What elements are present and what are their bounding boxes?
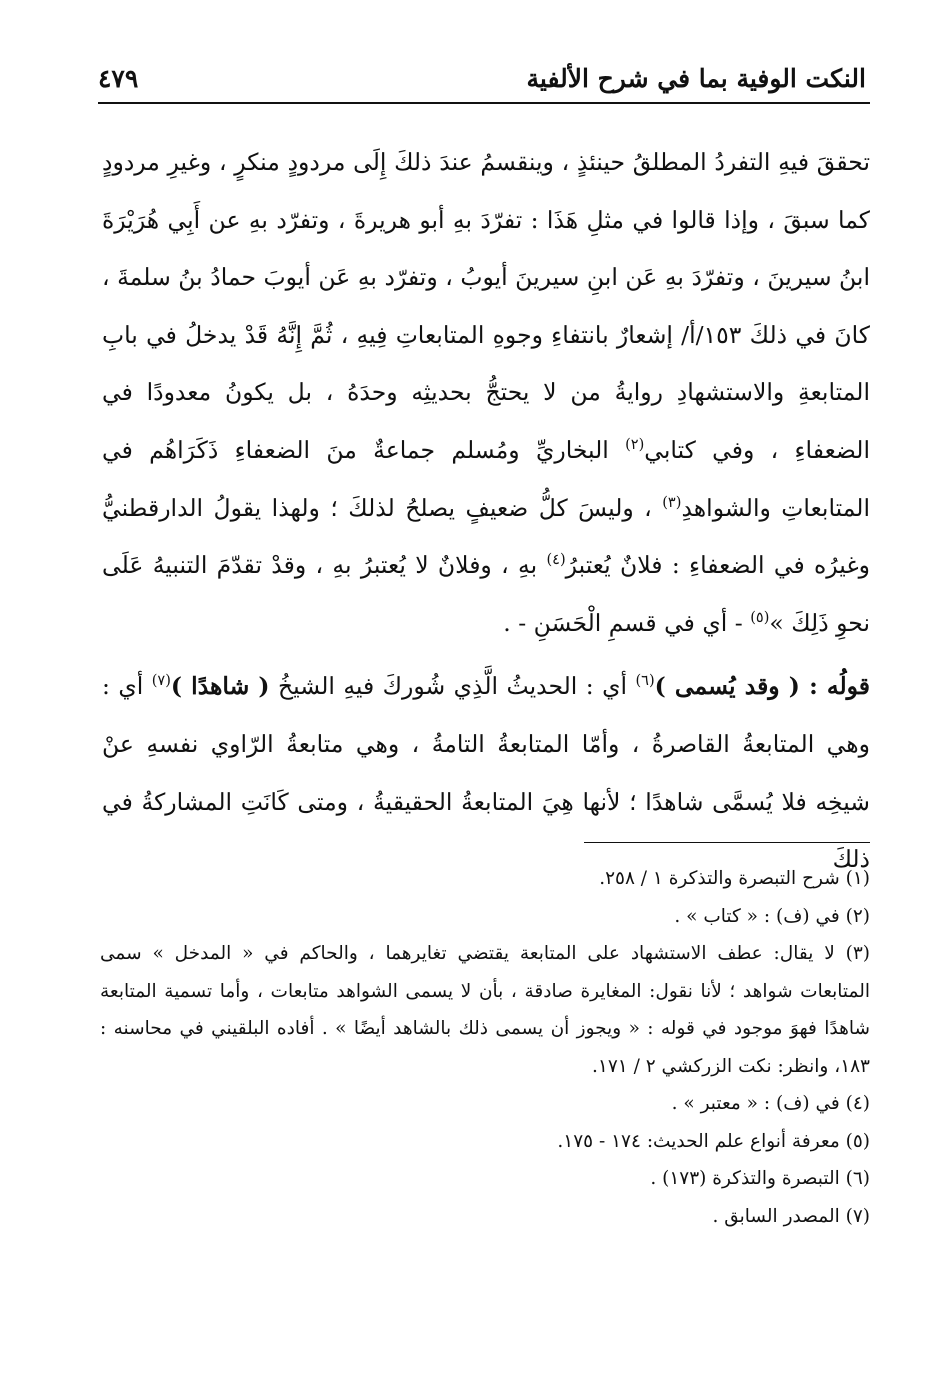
paragraph-1-text-e: - أي في قسمِ الْحَسَنِ - . [503,608,751,637]
page-number: ٤٧٩ [98,63,139,93]
footnote-1: (١) شرح التبصرة والتذكرة ١ / ٢٥٨. [599,868,870,889]
footnotes [100,860,870,1235]
footnote-ref-2: (٢) [625,436,645,454]
footnote-separator [584,842,870,843]
footnote-ref-7: (٧) [151,672,171,690]
paragraph-2 [102,658,870,888]
footnote-2: (٢) في (ف) : « كتاب » . [674,905,870,927]
footnote-ref-6: (٦) [635,672,655,690]
footnote-6: (٦) التبصرة والتذكرة (١٧٣) . [650,1168,870,1189]
header-rule [98,102,870,104]
footnote-3: (٣) لا يقال: عطف الاستشهاد على المتابعة يقتضي تغايرهما ، والحاكم في « المدخل » سمى المتابعات شواهد ؛ لأنا نقول: المغايرة صادقة ، بأن لا يسمى الشواهد متابعات ، وأما تسمية المتابعة شاهدًا فهوَ موجود في قوله : « ويجوز أن يسمى ذلك بالشاهد أيضًا » . أفاده البلقيني في محاسنه : ١٨٣، وانظر: نكت الزركشي ٢ / ١٧١. [100,943,870,1077]
footnote-ref-5: (٥) [750,608,770,626]
qawluh-label: قولُه : [799,672,871,701]
footnote-ref-3: (٣) [662,493,682,511]
quoted-term-2: ( شاهدًا ) [170,672,270,701]
footnote-5: (٥) معرفة أنواع علم الحديث: ١٧٤ - ١٧٥. [557,1130,870,1152]
paragraph-1-text-c: ، وليسَ كلُّ ضعيفٍ يصلحُ لذلكَ ؛ ولهذا يقولُ الدارقطنيُّ وغيرُه في الضعفاءِ : فلانٌ يُعتبرُ [102,493,871,580]
running-header [98,58,866,98]
book-title: النكت الوفية بما في شرح الألفية [526,63,866,93]
paragraph-2-text-a: أي : الحديثُ الَّذِي شُوركَ فيهِ الشيخُ [269,672,636,701]
paragraph-1-text-d: بهِ ، وفلانٌ لا يُعتبرُ بهِ ، وقدْ تقدّمَ التنبيهُ عَلَى نحوِ ذَلِكَ » [102,551,870,637]
paragraph-2-text-b: أي : وهي المتابعةُ القاصرةُ ، وأمّا المتابعةُ التامةُ ، وهي متابعةُ الرّاوي نفسهِ عنْ شيخِه فلا يُسمَّى شاهدًا ؛ لأنها هِيَ المتابعةُ الحقيقيةُ ، ومتى كَانَتِ المشاركةُ في ذلكَ [102,672,870,874]
footnote-ref-4: (٤) [546,551,566,569]
paragraph-1-text-b: البخاريِّ ومُسلم جماعةٌ منَ الضعفاءِ ذَكَرَاهُم في المتابعاتِ والشواهدِ [102,435,870,522]
paragraph-1 [102,134,870,652]
main-text [102,134,870,889]
quoted-term-1: ( وقد يُسمى ) [654,672,800,701]
footnote-7: (٧) المصدر السابق . [712,1205,870,1227]
paragraph-1-text: تحققَ فيهِ التفردُ المطلقُ حينئذٍ ، وينقسمُ عندَ ذلكَ إِلَى مردودٍ منكرٍ ، وغيرِ مردودٍ كما سبقَ ، وإذا قالوا في مثلِ هَذَا : تفرّدَ بهِ أبو هريرةَ ، وتفرّد بهِ عن أَبِي هُرَيْرَةَ ابنُ سيرينَ ، وتفرّدَ بهِ عَن ابنِ سيرينَ أيوبُ ، وتفرّد بهِ عَن أيوبَ حمادُ بنُ سلمةَ ، كانَ في ذلكَ ١٥٣/أ/ إشعارٌ بانتفاءِ وجوهِ المتابعاتِ فِيهِ ، ثُمَّ إِنَّهُ قَدْ يدخلُ في بابِ المتابعةِ والاستشهادِ روايةُ من لا يحتجُّ بحديثِه وحدَهُ ، بل يكونُ معدودًا في الضعفاءِ ، وفي كتابي [102,148,870,464]
footnote-4: (٤) في (ف) : « معتبر » . [671,1093,870,1114]
